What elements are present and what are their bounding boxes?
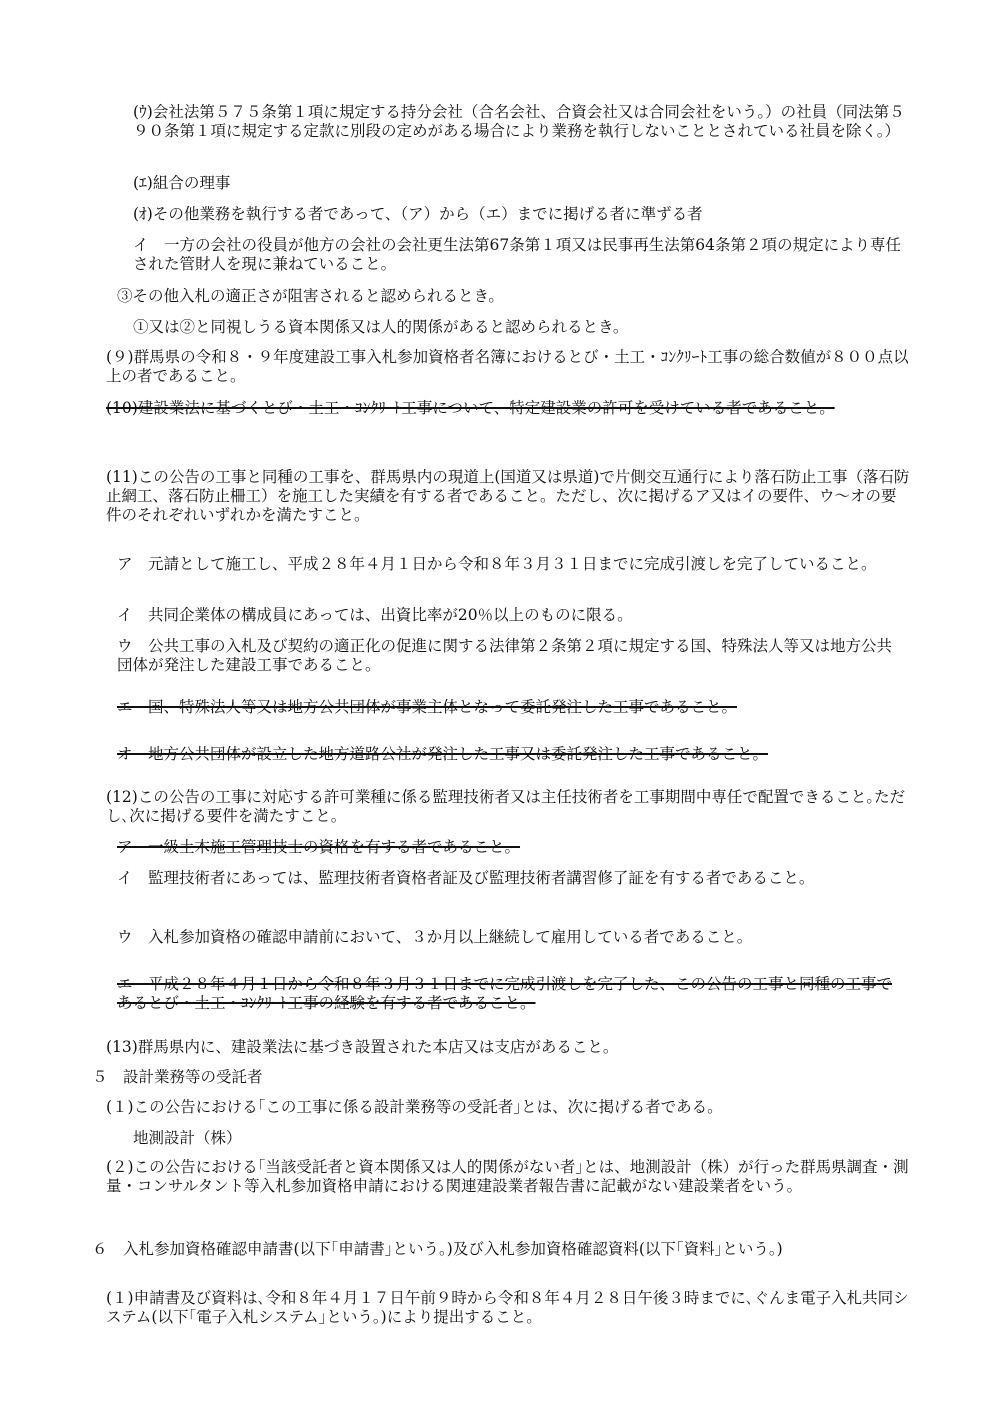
paragraph-11-a: ア 元請として施工し、平成２８年４月１日から令和８年３月３１日までに完成引渡しを完了していること。 xyxy=(117,555,877,573)
paragraph-11: (11)この公告の工事と同種の工事を、群馬県内の現道上(国道又は県道)で片側交互通行により落石防止工事（落石防止網工、落石防止柵工）を施工した実績を有する者であること。ただし、次に掲げるア又はイの要件、ウ～オの要件のそれぞれいずれかを満たすこと。 xyxy=(106,468,910,524)
paragraph-11-u: ウ 公共工事の入札及び契約の適正化の促進に関する法律第２条第２項に規定する国、特殊法人等又は地方公共団体が発注した建設工事であること。 xyxy=(117,637,893,674)
paragraph-o: (ｵ)その他業務を執行する者であって、（ア）から（エ）までに掲げる者に準ずる者 xyxy=(133,205,703,223)
contractor-name: 地測設計（株） xyxy=(133,1129,242,1147)
section-6-paragraph-1: (１)申請書及び資料は､令和８年４月１７日午前９時から令和８年４月２８日午後３時までに､ぐんま電子入札共同システム(以下｢電子入札システム｣という｡)により提出すること。 xyxy=(106,1289,909,1326)
section-5-paragraph-2: (２)この公告における｢当該受託者と資本関係又は人的関係がない者｣とは、地測設計（株）が行った群馬県調査・測量・コンサルタント等入札参加資格申請における関連建設業者報告書に記載がない建設業者をいう。 xyxy=(106,1158,909,1195)
paragraph-u: (ｳ)会社法第５７５条第１項に規定する持分会社（合名会社、合資会社又は合同会社をいう。）の社員（同法第５９０条第１項に規定する定款に別段の定めがある場合により業務を執行しないこととされている社員を除く。） xyxy=(133,103,905,140)
paragraph-i: イ 一方の会社の役員が他方の会社の会社更生法第67条第１項又は民事再生法第64条第２項の規定により専任された管財人を現に兼ねていること。 xyxy=(133,236,901,273)
paragraph-3a: ①又は②と同視しうる資本関係又は人的関係があると認められるとき。 xyxy=(133,318,629,336)
paragraph-e: (ｴ)組合の理事 xyxy=(133,174,231,192)
paragraph-13: (13)群馬県内に、建設業法に基づき設置された本店又は支店があること。 xyxy=(106,1038,619,1056)
paragraph-3: ③その他入札の適正さが阻害されると認められるとき。 xyxy=(117,287,504,305)
paragraph-12-i: イ 監理技術者にあっては、監理技術者資格者証及び監理技術者講習修了証を有する者であること。 xyxy=(117,869,815,887)
section-5-heading: ５ 設計業務等の受託者 xyxy=(92,1068,263,1086)
paragraph-9: (９)群馬県の令和８・９年度建設工事入札参加資格者名簿におけるとび・土工・ｺﾝｸﾘｰﾄ工事の総合数値が８００点以上の者であること。 xyxy=(106,348,909,385)
paragraph-12-u: ウ 入札参加資格の確認申請前において、３か月以上継続して雇用している者であること。 xyxy=(117,928,753,946)
section-6-heading: ６ 入札参加資格確認申請書(以下｢申請書｣という｡)及び入札参加資格確認資料(以下｢資料｣という｡) xyxy=(92,1240,783,1258)
paragraph-10-struck: (10)建設業法に基づくとび・土工・ｺﾝｸﾘｰﾄ工事について、特定建設業の許可を受けている者であること。 xyxy=(106,399,835,417)
paragraph-12-a-struck: ア 一級土木施工管理技士の資格を有する者であること。 xyxy=(117,838,521,856)
paragraph-12: (12)この公告の工事に対応する許可業種に係る監理技術者又は主任技術者を工事期間中専任で配置できること｡ただし､次に掲げる要件を満たすこと。 xyxy=(106,788,906,825)
paragraph-11-o-struck: オ 地方公共団体が設立した地方道路公社が発注した工事又は委託発注した工事であること。 xyxy=(117,745,769,763)
paragraph-12-e-struck: エ 平成２８年４月１日から令和８年３月３１日までに完成引渡しを完了した、この公告の工事と同種の工事であるとび・土工・ｺﾝｸﾘｰﾄ工事の経験を有する者であること。 xyxy=(117,975,893,1012)
section-5-paragraph-1: (１)この公告における｢この工事に係る設計業務等の受託者｣とは、次に掲げる者である。 xyxy=(106,1098,723,1116)
paragraph-11-e-struck: エ 国、特殊法人等又は地方公共団体が事業主体となって委託発注した工事であること。 xyxy=(117,698,738,716)
paragraph-11-i: イ 共同企業体の構成員にあっては、出資比率が20％以上のものに限る。 xyxy=(117,606,633,624)
